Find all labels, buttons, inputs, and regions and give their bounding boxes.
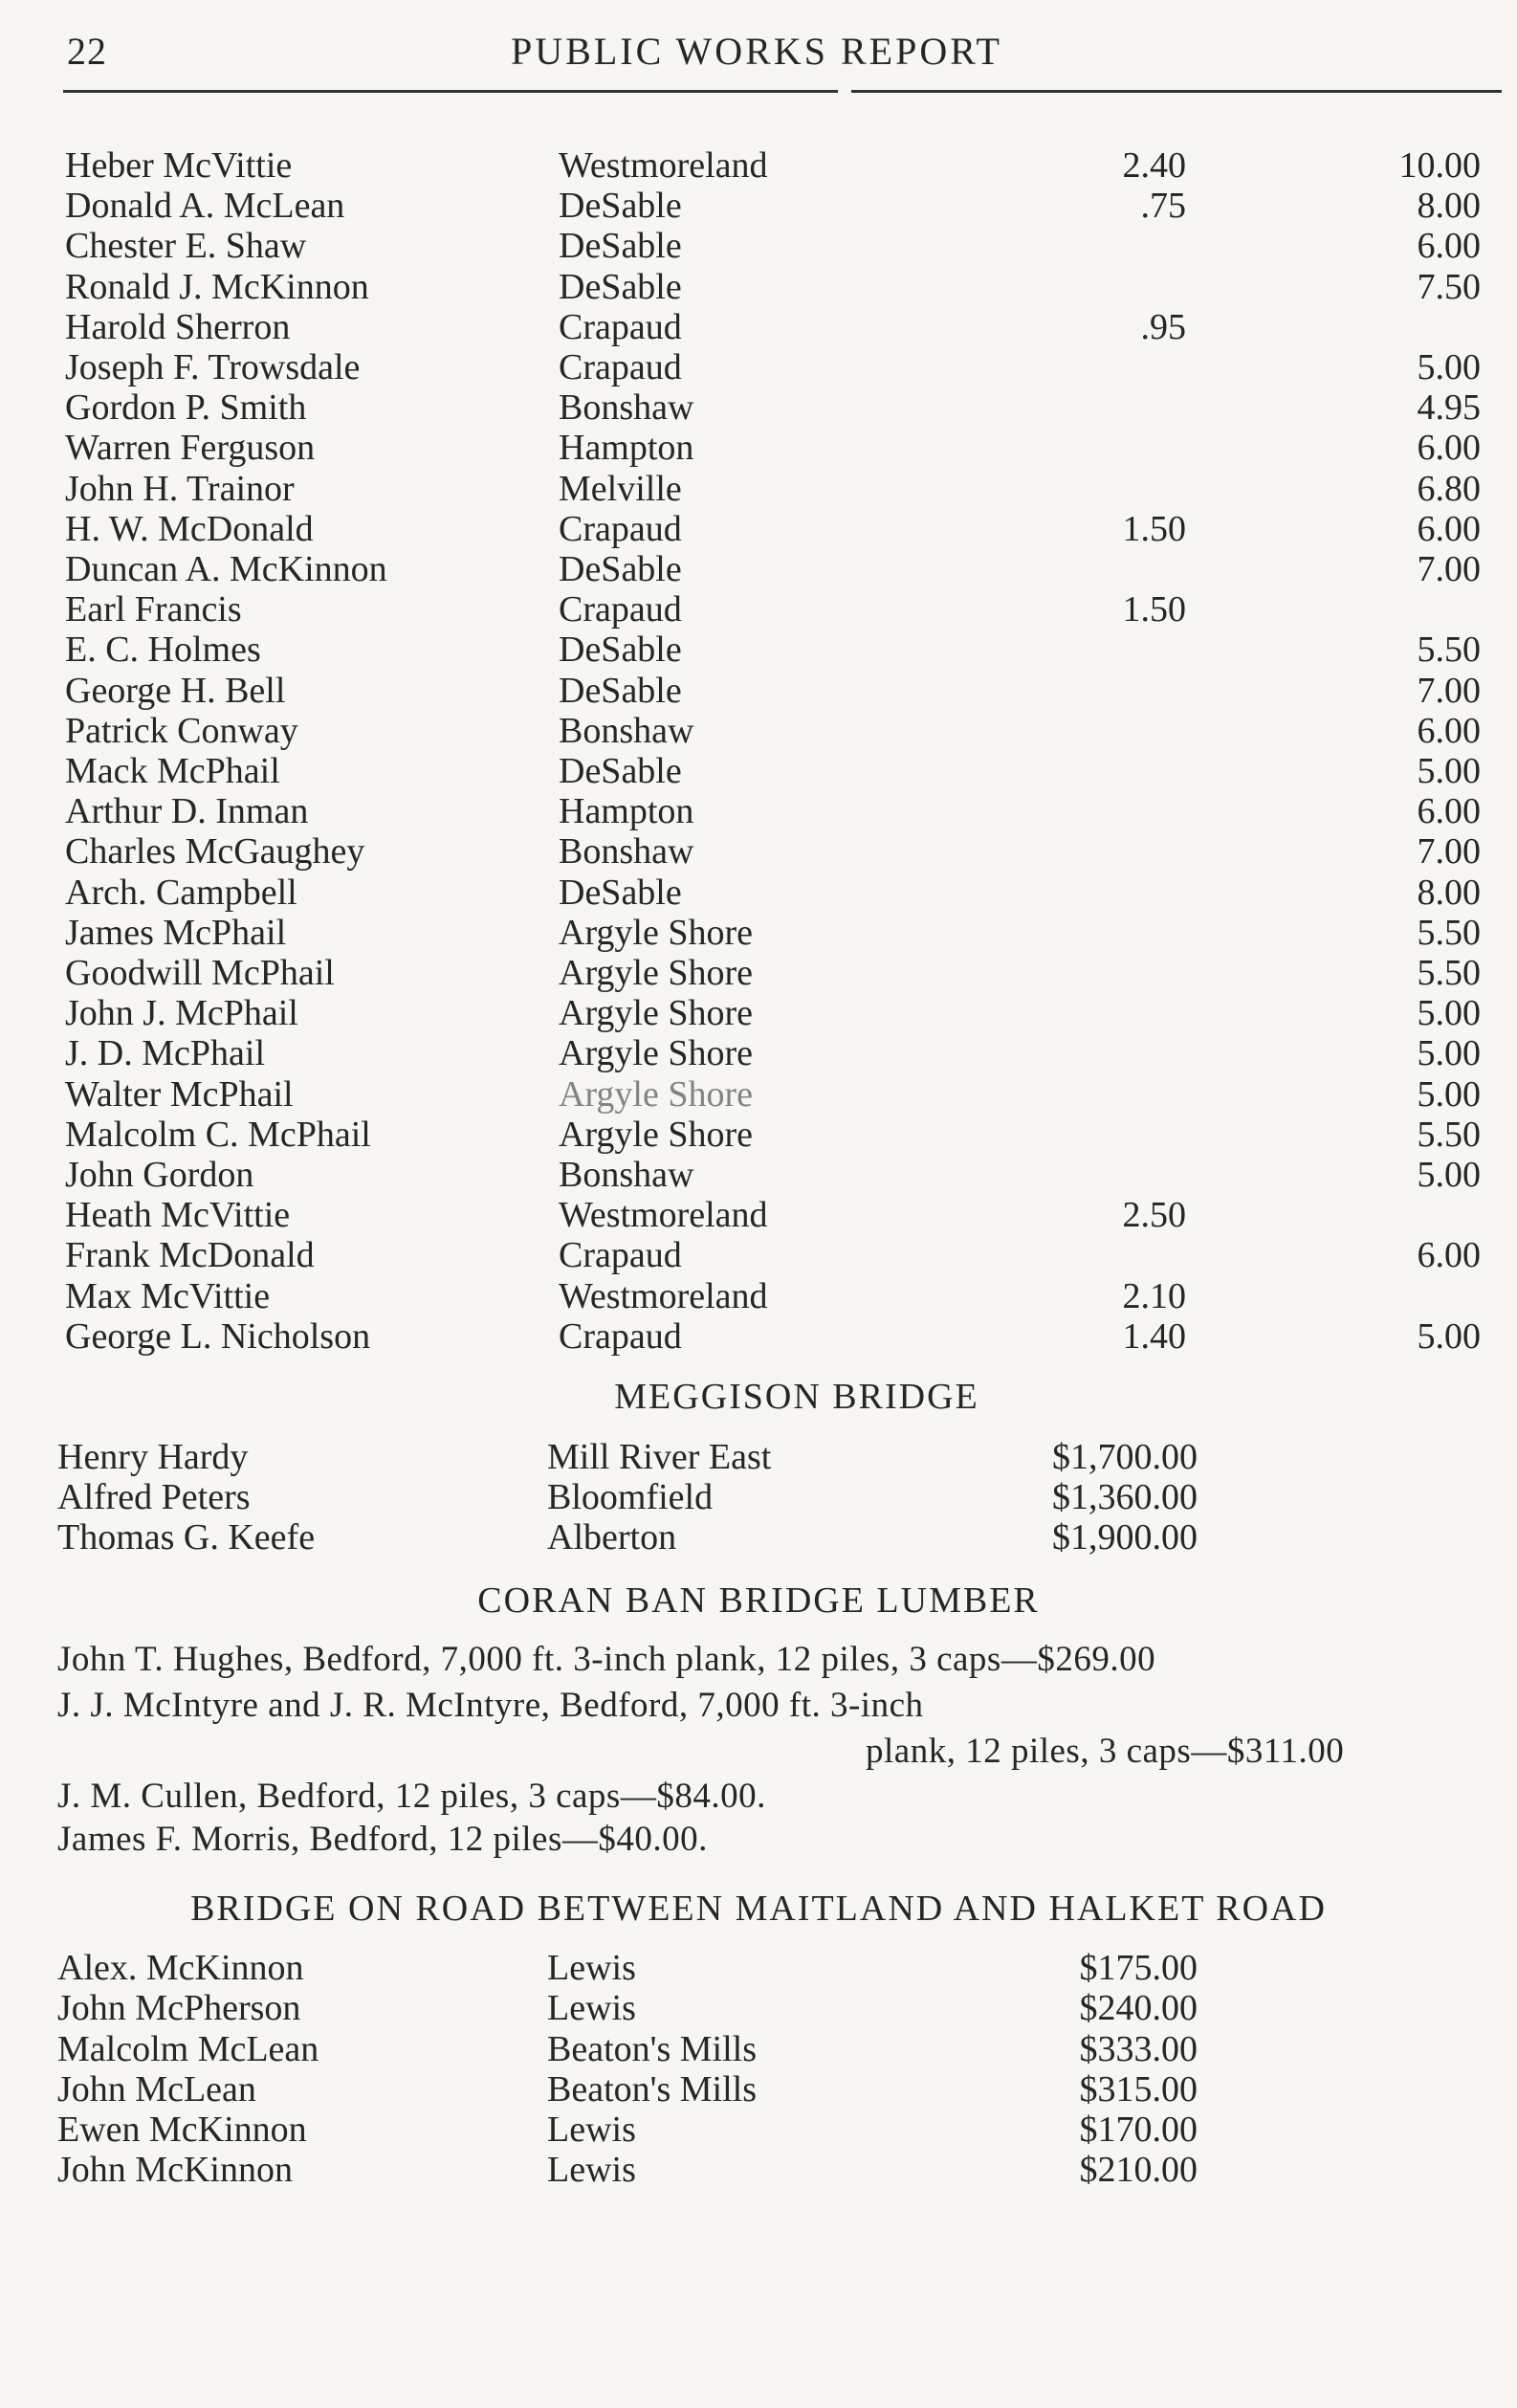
- entry-location: Mill River East: [547, 1437, 772, 1477]
- entry-name: Charles McGaughey: [65, 831, 365, 872]
- entry-location: Argyle Shore: [559, 953, 753, 993]
- entry-name: J. D. McPhail: [65, 1033, 265, 1073]
- table-row: [0, 993, 1517, 1033]
- entry-name: Thomas G. Keefe: [57, 1517, 316, 1557]
- entry-location: Bloomfield: [547, 1477, 714, 1517]
- paragraph-line: John T. Hughes, Bedford, 7,000 ft. 3-inch plank, 12 piles, 3 caps—$269.00: [57, 1640, 1156, 1679]
- table-row: [0, 2150, 1517, 2190]
- entry-amount-b: 6.00: [1417, 226, 1481, 266]
- entry-name: Heber McVittie: [65, 145, 293, 186]
- entry-name: Ronald J. McKinnon: [65, 267, 369, 307]
- entry-amount-b: 8.00: [1417, 873, 1481, 913]
- entry-amount-a: 2.40: [1122, 145, 1186, 186]
- table-row: [0, 1074, 1517, 1115]
- table-row: [0, 2029, 1517, 2069]
- paragraph-line: J. J. McIntyre and J. R. McIntyre, Bedford, 7,000 ft. 3-inch: [57, 1686, 924, 1725]
- entry-location: Argyle Shore: [559, 913, 753, 953]
- entry-amount: $333.00: [1079, 2029, 1198, 2069]
- entry-amount-b: 7.00: [1417, 831, 1481, 872]
- entry-location: Lewis: [547, 2150, 636, 2190]
- entry-amount-b: 6.80: [1417, 469, 1481, 509]
- entry-location: DeSable: [559, 186, 682, 226]
- paragraph-line: James F. Morris, Bedford, 12 piles—$40.00.: [57, 1820, 708, 1859]
- entry-amount-a: 1.50: [1122, 509, 1186, 549]
- table-row: [0, 1195, 1517, 1235]
- table-row: [0, 1517, 1517, 1557]
- entry-amount-b: 6.00: [1417, 1235, 1481, 1275]
- entry-name: Malcolm C. McPhail: [65, 1115, 371, 1155]
- running-title: PUBLIC WORKS REPORT: [511, 30, 1002, 73]
- table-row: [0, 1477, 1517, 1517]
- entry-name: John McKinnon: [57, 2150, 293, 2190]
- section-heading-meggison: MEGGISON BRIDGE: [614, 1377, 979, 1417]
- entry-name: George L. Nicholson: [65, 1316, 371, 1357]
- entry-amount-b: 5.00: [1417, 1155, 1481, 1195]
- paragraph-line: J. M. Cullen, Bedford, 12 piles, 3 caps—$84.00.: [57, 1777, 766, 1816]
- entry-name: Alfred Peters: [57, 1477, 251, 1517]
- table-row: [0, 1948, 1517, 1988]
- entry-location: Crapaud: [559, 509, 682, 549]
- entry-amount-b: 7.00: [1417, 549, 1481, 589]
- entry-amount-a: 2.10: [1122, 1276, 1186, 1316]
- table-row: [0, 751, 1517, 791]
- table-row: [0, 1316, 1517, 1357]
- entry-location: Beaton's Mills: [547, 2029, 758, 2069]
- section-heading-coran: CORAN BAN BRIDGE LUMBER: [477, 1580, 1040, 1621]
- table-row: [0, 831, 1517, 872]
- entry-amount: $1,700.00: [1052, 1437, 1198, 1477]
- entry-amount-a: .95: [1140, 307, 1186, 347]
- entry-location: Lewis: [547, 2110, 636, 2150]
- entry-location: Bonshaw: [559, 387, 694, 428]
- entry-name: E. C. Holmes: [65, 630, 261, 670]
- entry-name: Duncan A. McKinnon: [65, 549, 387, 589]
- entry-amount-b: 5.50: [1417, 953, 1481, 993]
- entry-location: DeSable: [559, 630, 682, 670]
- table-row: [0, 145, 1517, 186]
- entry-name: Alex. McKinnon: [57, 1948, 304, 1988]
- table-row: [0, 428, 1517, 468]
- entry-name: Frank McDonald: [65, 1235, 315, 1275]
- entry-location: Bonshaw: [559, 711, 694, 751]
- entry-location: Argyle Shore: [559, 993, 753, 1033]
- entry-location: Argyle Shore: [559, 1033, 753, 1073]
- entry-amount: $210.00: [1079, 2150, 1198, 2190]
- entry-name: Walter McPhail: [65, 1074, 294, 1115]
- table-row: [0, 1235, 1517, 1275]
- entry-amount-b: 7.00: [1417, 671, 1481, 711]
- table-row: [0, 630, 1517, 670]
- entry-amount-b: 5.00: [1417, 993, 1481, 1033]
- entry-name: John McLean: [57, 2069, 256, 2110]
- table-row: [0, 307, 1517, 347]
- table-row: [0, 549, 1517, 589]
- table-row: [0, 1155, 1517, 1195]
- entry-location: Lewis: [547, 1948, 636, 1988]
- entry-name: Malcolm McLean: [57, 2029, 319, 2069]
- entry-location: Lewis: [547, 1988, 636, 2028]
- entry-location: DeSable: [559, 267, 682, 307]
- table-row: [0, 347, 1517, 387]
- entry-name: Patrick Conway: [65, 711, 298, 751]
- table-row: [0, 711, 1517, 751]
- entry-amount-b: 5.50: [1417, 1115, 1481, 1155]
- entry-name: Chester E. Shaw: [65, 226, 307, 266]
- entry-amount-b: 5.00: [1417, 751, 1481, 791]
- entry-name: Earl Francis: [65, 589, 242, 630]
- entry-name: George H. Bell: [65, 671, 286, 711]
- entry-amount-b: 5.00: [1417, 1033, 1481, 1073]
- table-row: [0, 1115, 1517, 1155]
- entry-location: Westmoreland: [559, 1195, 768, 1235]
- entry-amount-a: 1.50: [1122, 589, 1186, 630]
- table-row: [0, 2069, 1517, 2110]
- table-row: [0, 509, 1517, 549]
- page-number: 22: [67, 30, 107, 73]
- entry-amount-b: 5.50: [1417, 630, 1481, 670]
- entry-name: Mack McPhail: [65, 751, 280, 791]
- entry-name: John J. McPhail: [65, 993, 298, 1033]
- entry-amount: $1,900.00: [1052, 1517, 1198, 1557]
- table-row: [0, 267, 1517, 307]
- entry-amount-b: 10.00: [1398, 145, 1481, 186]
- entry-name: Gordon P. Smith: [65, 387, 307, 428]
- entry-location: Argyle Shore: [559, 1074, 753, 1115]
- table-row: [0, 186, 1517, 226]
- entry-name: John Gordon: [65, 1155, 254, 1195]
- entry-name: Arch. Campbell: [65, 873, 297, 913]
- entry-amount-b: 5.00: [1417, 1316, 1481, 1357]
- entry-name: John McPherson: [57, 1988, 301, 2028]
- table-row: [0, 1437, 1517, 1477]
- table-row: [0, 387, 1517, 428]
- entry-amount-b: 5.50: [1417, 913, 1481, 953]
- entry-location: DeSable: [559, 873, 682, 913]
- entry-amount-b: 5.00: [1417, 1074, 1481, 1115]
- table-row: [0, 2110, 1517, 2150]
- entry-amount-a: .75: [1140, 186, 1186, 226]
- entry-location: Westmoreland: [559, 145, 768, 186]
- entry-amount-a: 1.40: [1122, 1316, 1186, 1357]
- entry-amount: $1,360.00: [1052, 1477, 1198, 1517]
- entry-location: Hampton: [559, 428, 694, 468]
- entry-amount-b: 6.00: [1417, 791, 1481, 831]
- entry-amount: $240.00: [1079, 1988, 1198, 2028]
- entry-amount-b: 5.00: [1417, 347, 1481, 387]
- entry-amount-b: 6.00: [1417, 711, 1481, 751]
- table-row: [0, 589, 1517, 630]
- entry-name: H. W. McDonald: [65, 509, 314, 549]
- entry-name: John H. Trainor: [65, 469, 295, 509]
- entry-amount-b: 7.50: [1417, 267, 1481, 307]
- table-row: [0, 226, 1517, 266]
- table-row: [0, 671, 1517, 711]
- entry-name: Joseph F. Trowsdale: [65, 347, 361, 387]
- entry-location: Crapaud: [559, 347, 682, 387]
- entry-amount: $315.00: [1079, 2069, 1198, 2110]
- entry-location: Crapaud: [559, 589, 682, 630]
- entry-location: Melville: [559, 469, 682, 509]
- entry-name: James McPhail: [65, 913, 287, 953]
- entry-location: Argyle Shore: [559, 1115, 753, 1155]
- entry-location: Bonshaw: [559, 1155, 694, 1195]
- entry-location: DeSable: [559, 751, 682, 791]
- header-rule-right: [851, 90, 1502, 93]
- entry-location: DeSable: [559, 226, 682, 266]
- entry-name: Henry Hardy: [57, 1437, 249, 1477]
- entry-name: Max McVittie: [65, 1276, 271, 1316]
- table-row: [0, 1033, 1517, 1073]
- entry-amount-a: 2.50: [1122, 1195, 1186, 1235]
- entry-location: Crapaud: [559, 1235, 682, 1275]
- section-heading-maitland: BRIDGE ON ROAD BETWEEN MAITLAND AND HALKET ROAD: [190, 1889, 1327, 1929]
- table-row: [0, 469, 1517, 509]
- entry-name: Arthur D. Inman: [65, 791, 309, 831]
- entry-name: Ewen McKinnon: [57, 2110, 307, 2150]
- entry-location: Crapaud: [559, 307, 682, 347]
- page-header: [0, 29, 1517, 88]
- entry-name: Donald A. McLean: [65, 186, 345, 226]
- entry-location: DeSable: [559, 549, 682, 589]
- table-row: [0, 873, 1517, 913]
- table-row: [0, 791, 1517, 831]
- header-rule-left: [63, 90, 838, 93]
- paragraph-line: plank, 12 piles, 3 caps—$311.00: [866, 1732, 1345, 1771]
- entry-amount: $175.00: [1079, 1948, 1198, 1988]
- entry-name: Warren Ferguson: [65, 428, 316, 468]
- entry-amount-b: 6.00: [1417, 428, 1481, 468]
- table-row: [0, 1276, 1517, 1316]
- table-row: [0, 1988, 1517, 2028]
- entry-name: Heath McVittie: [65, 1195, 291, 1235]
- table-row: [0, 953, 1517, 993]
- entry-location: Alberton: [547, 1517, 677, 1557]
- table-row: [0, 913, 1517, 953]
- entry-amount-b: 4.95: [1417, 387, 1481, 428]
- entry-location: Beaton's Mills: [547, 2069, 758, 2110]
- entry-location: DeSable: [559, 671, 682, 711]
- entry-name: Harold Sherron: [65, 307, 291, 347]
- entry-location: Crapaud: [559, 1316, 682, 1357]
- entry-location: Westmoreland: [559, 1276, 768, 1316]
- entry-amount-b: 8.00: [1417, 186, 1481, 226]
- entry-amount: $170.00: [1079, 2110, 1198, 2150]
- entry-name: Goodwill McPhail: [65, 953, 335, 993]
- entry-amount-b: 6.00: [1417, 509, 1481, 549]
- entry-location: Hampton: [559, 791, 694, 831]
- entry-location: Bonshaw: [559, 831, 694, 872]
